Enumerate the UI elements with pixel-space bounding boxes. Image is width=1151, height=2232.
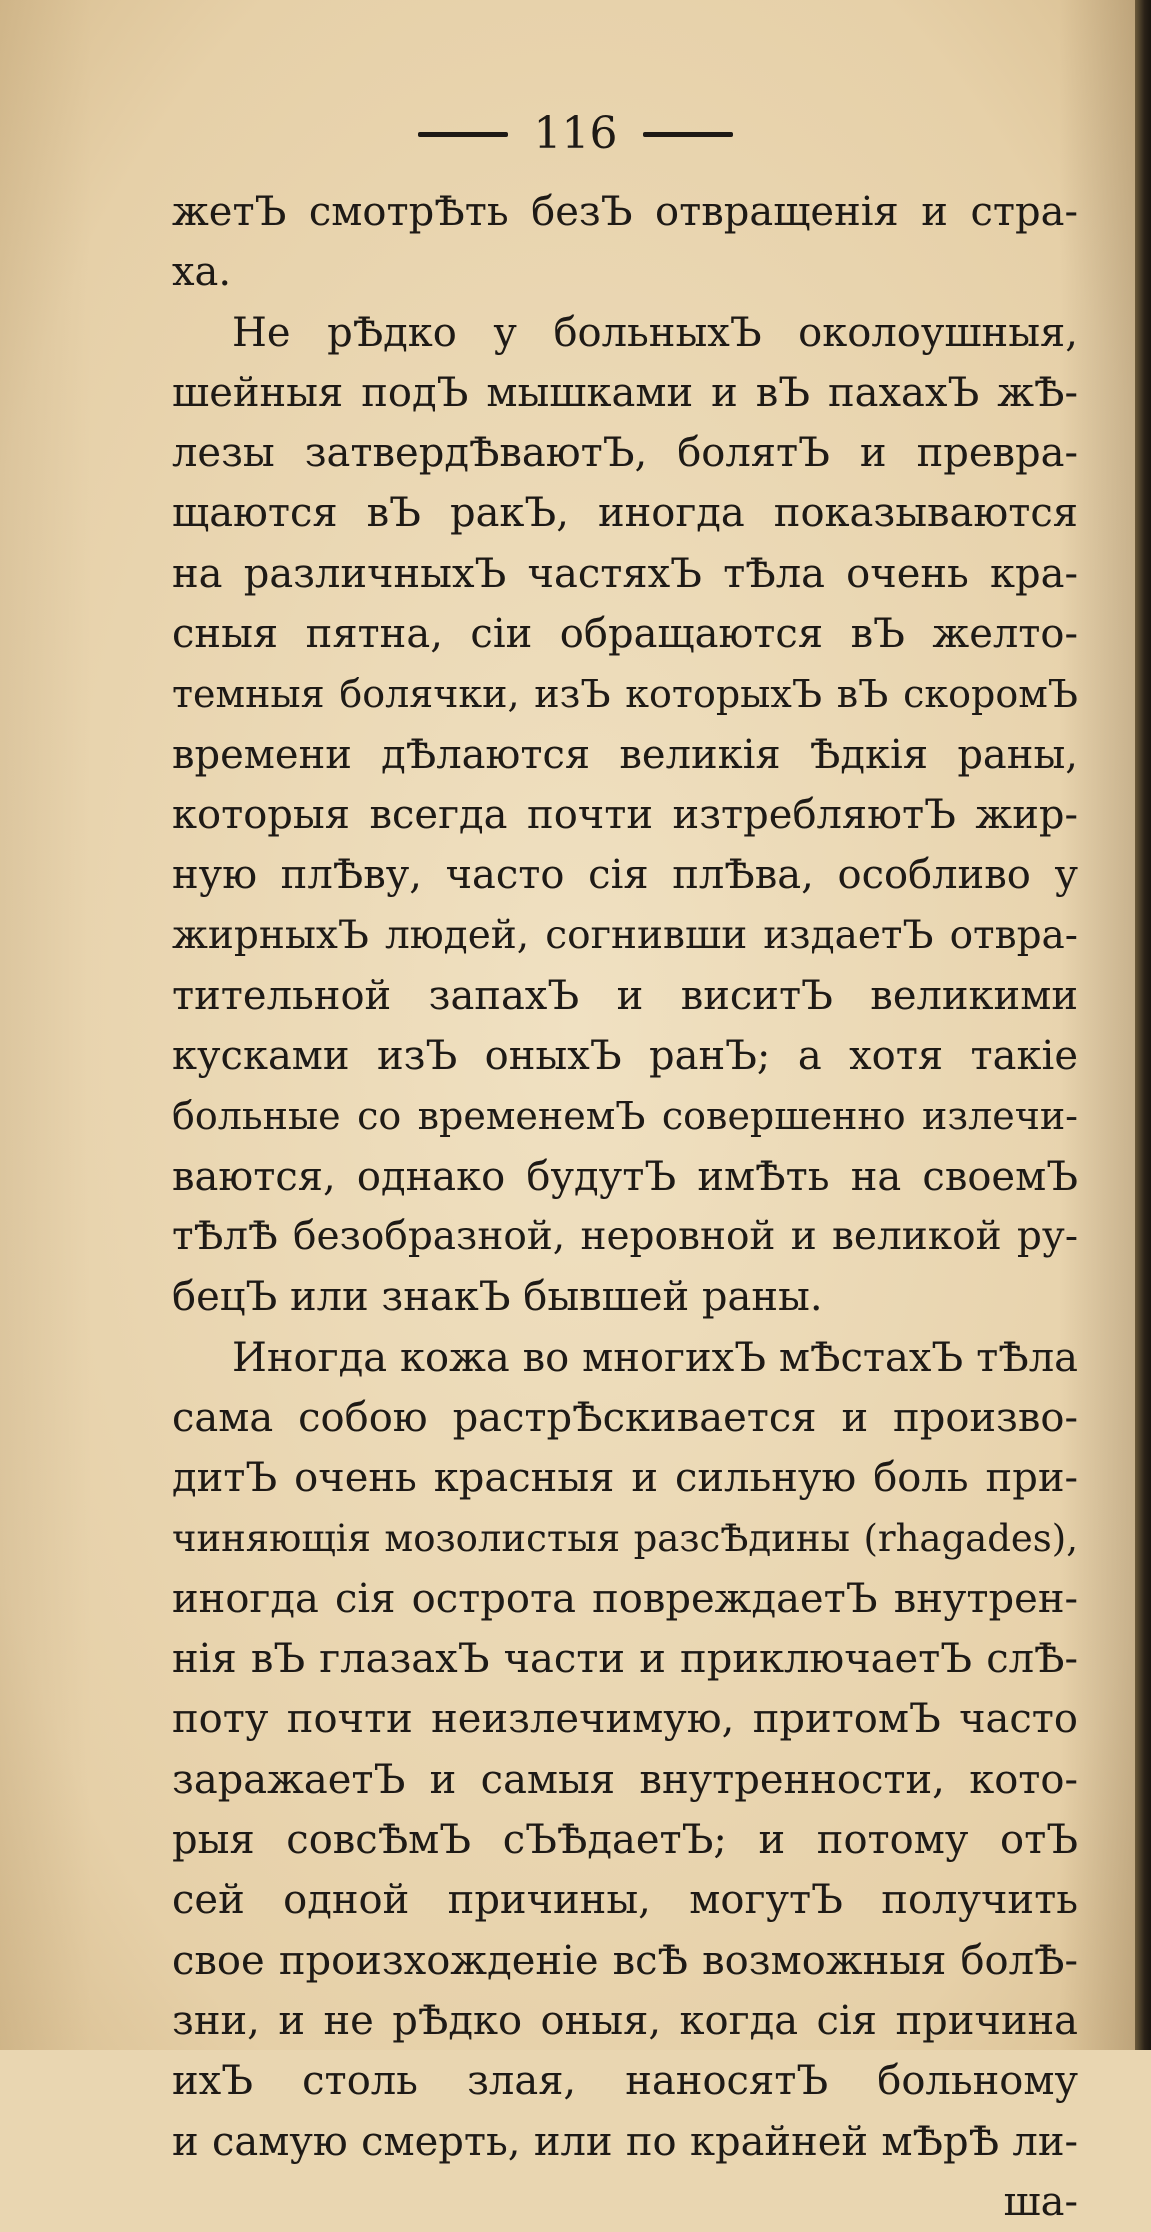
text-line: ваются, однако будутЪ имѢть на своемЪ (172, 1153, 1078, 1200)
text-line: ихЪ столь злая, наносятЪ больному (172, 2058, 1078, 2105)
text-line: жетЪ смотрѢть безЪ отвращенія и стра- (172, 189, 1078, 235)
text-line: свое произхожденіе всѢ возможныя болѢ- (172, 1937, 1078, 1984)
text-line: на различныхЪ частяхЪ тѢла очень кра- (172, 550, 1078, 597)
catchword: ша- (1003, 2178, 1078, 2225)
text-line: Не рѢдко у больныхЪ околоушныя, (232, 309, 1078, 356)
page-header (0, 104, 1151, 164)
text-line: и самую смерть, или по крайней мѢрѢ ли- (172, 2118, 1078, 2165)
text-line: чиняющія мозолистыя разсѢдины (rhagades), (172, 1516, 1078, 1560)
text-line: Иногда кожа во многихЪ мѢстахЪ тѢла (232, 1334, 1078, 1381)
text-line: рыя совсѢмЪ сЪѢдаетЪ; и потому отЪ (172, 1817, 1078, 1864)
text-line: времени дѢлаются великія Ѣдкія раны, (172, 731, 1078, 778)
text-line: ха. (172, 249, 232, 296)
header-rule-left (418, 132, 508, 137)
text-line: зни, и не рѢдко оныя, когда сія причина (172, 1997, 1078, 2044)
text-line: тѢлѢ безобразной, неровной и великой ру- (172, 1214, 1078, 1260)
text-line: поту почти неизлечимую, притомЪ часто (172, 1696, 1078, 1743)
text-line: заражаетЪ и самыя внутренности, кото- (172, 1756, 1078, 1803)
text-line: жирныхЪ людей, согнивши издаетЪ отвра- (172, 912, 1078, 958)
body-text (172, 182, 1078, 2232)
header-rule-right (643, 132, 733, 137)
text-line: тительной запахЪ и виситЪ великими (172, 972, 1078, 1019)
text-line: которыя всегда почти изтребляютЪ жир- (172, 791, 1078, 838)
page-number: 116 (533, 108, 618, 159)
text-line: щаются вЪ ракЪ, иногда показываются (172, 490, 1078, 537)
text-line: шейныя подЪ мышками и вЪ пахахЪ жѢ- (172, 369, 1078, 416)
text-line: сама собою растрѢскивается и произво- (172, 1394, 1078, 1441)
text-line: лезы затвердѢваютЪ, болятЪ и превра- (172, 430, 1078, 477)
text-line: дитЪ очень красныя и сильную боль при- (172, 1455, 1078, 1502)
text-line: сныя пятна, сіи обращаются вЪ желто- (172, 611, 1078, 658)
text-line: бецЪ или знакЪ бывшей раны. (172, 1274, 823, 1321)
text-line: иногда сія острота повреждаетЪ внутрен- (172, 1575, 1078, 1622)
page-edge-shadow (1135, 0, 1151, 2050)
text-line: нія вЪ глазахЪ части и приключаетЪ слѢ- (172, 1636, 1078, 1683)
text-line: ную плѢву, часто сія плѢва, особливо у (172, 852, 1078, 899)
text-line: кусками изЪ оныхЪ ранЪ; а хотя такіе (172, 1033, 1078, 1080)
text-line: сей одной причины, могутЪ получить (172, 1877, 1078, 1924)
text-line: больные со временемЪ совершенно излечи- (172, 1094, 1078, 1139)
text-line: темныя болячки, изЪ которыхЪ вЪ скоромЪ (172, 672, 1078, 717)
